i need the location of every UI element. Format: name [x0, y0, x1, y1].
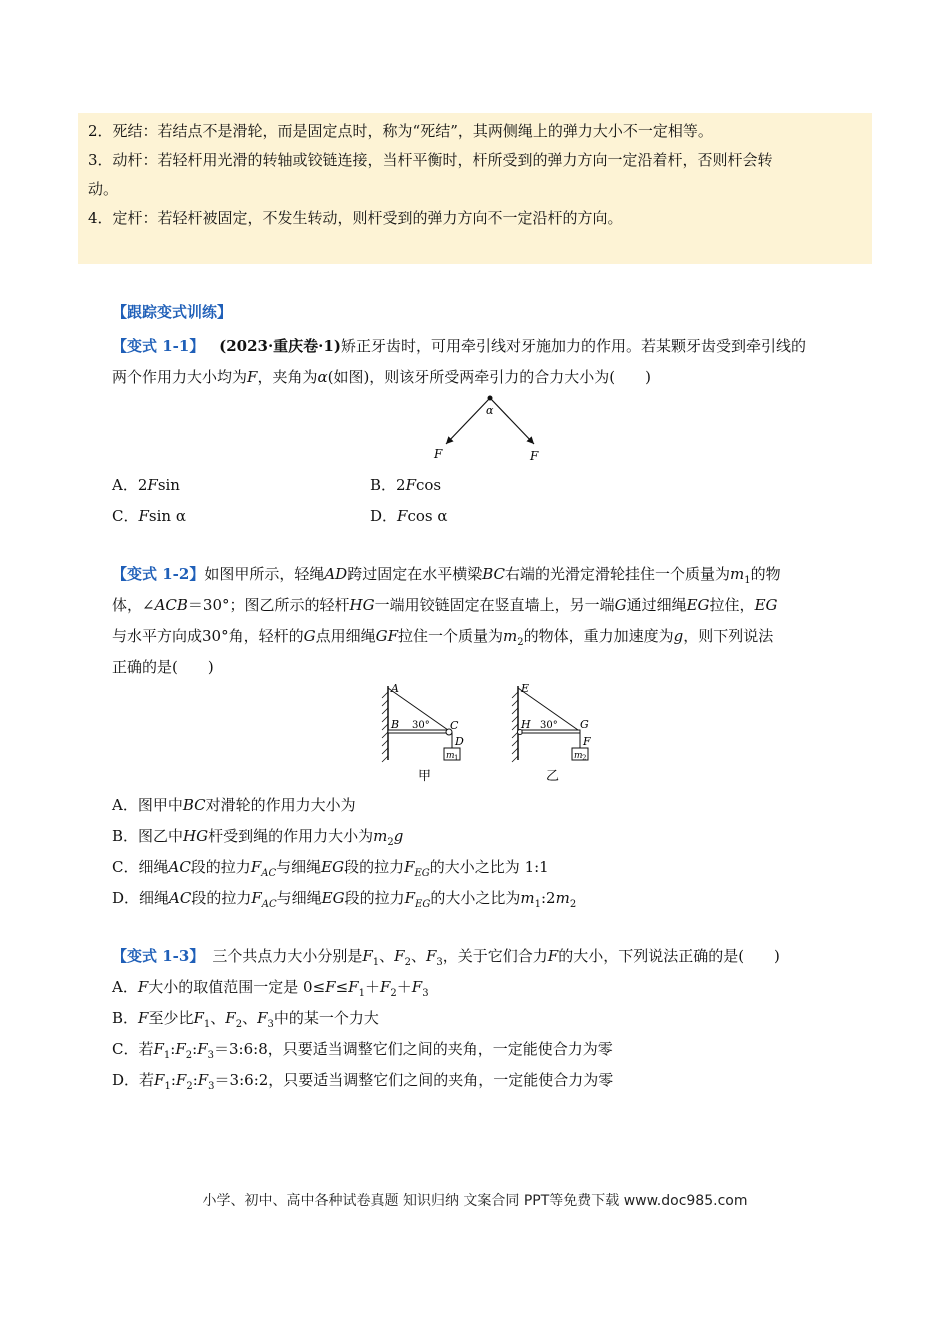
q2-option-d: D．细绳AC段的拉力$F_{AC}$与细绳EG段的拉力$F_{EG}$的大小之比为$m_1:2m_2$ [112, 889, 577, 910]
q3-option-c: C．若$F_1:F_2:F_3=3:6:8$，只要适当调整它们之间的夹角，一定能使合力为零 [112, 1040, 613, 1061]
q1-option-a: A．2Fsin [112, 476, 180, 494]
svg-text:m: m [446, 751, 455, 761]
q1-text: 两个作用力大小均为 [112, 368, 248, 386]
note-dead-knot: 2．死结：若结点不是滑轮，而是固定点时，称为“死结”，其两侧绳上的弹力大小不一定相等。 [88, 122, 713, 140]
section-title: 【跟踪变式训练】 [112, 303, 233, 321]
q2-line4: 正确的是( ) [112, 658, 214, 676]
q1-option-b: B．2Fcos [370, 476, 442, 494]
q1-tag: 【变式 1-1】 [112, 337, 205, 355]
q1-line1 [112, 335, 806, 356]
svg-text:甲: 甲 [418, 769, 432, 782]
svg-text:E: E [521, 682, 530, 695]
q2-tag: 【变式 1-2】 [112, 565, 205, 583]
q1-force-diagram [410, 392, 570, 467]
left-force-arrow [446, 398, 490, 444]
svg-text:G: G [580, 718, 589, 731]
q1-text: ，夹角为 [257, 368, 318, 386]
svg-text:F: F [583, 735, 591, 748]
q1-option-d: D．Fcos α [370, 507, 448, 525]
note-moving-rod: 3．动杆：若轻杆用光滑的转轴或铰链连接，当杆平衡时，杆所受到的弹力方向一定沿着杆，否则杆会转 [88, 151, 773, 169]
svg-text:m: m [574, 751, 583, 761]
svg-text:30°: 30° [412, 720, 430, 731]
left-F-label: F [434, 447, 443, 461]
right-F-label: F [530, 449, 539, 463]
svg-text:乙: 乙 [546, 769, 560, 782]
q1-var-F: F [247, 368, 258, 386]
alpha-label: α [486, 404, 494, 417]
q2-option-b: B．图乙中HG杆受到绳的作用力大小为$m_2g$ [112, 827, 404, 848]
page-footer: 小学、初中、高中各种试卷真题 知识归纳 文案合同 PPT等免费下载 www.doc985.com [202, 1193, 748, 1209]
note-moving-rod-cont: 动。 [88, 180, 119, 198]
notes-box [78, 113, 872, 264]
right-force-arrow [490, 398, 534, 444]
q3-stem: 【变式 1-3】 三个共点力大小分别是$F_1$、$F_2$、$F_3$，关于它们合力F的大小，下列说法正确的是( ) [112, 947, 780, 968]
q3-option-d: D．若$F_1:F_2:F_3=3:6:2$，只要适当调整它们之间的夹角，一定能使合力为零 [112, 1071, 614, 1092]
q3-option-b: B．F至少比$F_1$、$F_2$、$F_3$中的某一个力大 [112, 1009, 379, 1030]
svg-text:H: H [521, 718, 531, 731]
note-fixed-rod: 4．定杆：若轻杆被固定，不发生转动，则杆受到的弹力方向不一定沿杆的方向。 [88, 209, 623, 227]
q2-option-c: C．细绳AC段的拉力$F_{AC}$与细绳EG段的拉力$F_{EG}$的大小之比为 1:1 [112, 858, 549, 879]
q3-option-a: A．F大小的取值范围一定是 $0\le F\le F_1+F_2+F_3$ [112, 978, 429, 999]
q2-option-a: A．图甲中BC对滑轮的作用力大小为 [112, 796, 356, 814]
q1-line2 [112, 366, 651, 387]
q2-figure-right [508, 682, 608, 782]
q2-figure-left [378, 682, 478, 782]
q2-line2: 体，∠ACB＝30°；图乙所示的轻杆HG一端用铰链固定在竖直墙上，另一端G通过细绳EG拉住，EG [112, 596, 778, 614]
svg-text:D: D [455, 735, 464, 748]
q2-line1: 【变式 1-2】如图甲所示，轻绳AD跨过固定在水平横梁BC右端的光滑定滑轮挂住一个质量为$m_1$的物 [112, 565, 781, 586]
q1-text: (如图)，则该牙所受两牵引力的合力大小为( ) [327, 368, 652, 386]
svg-text:A: A [391, 682, 399, 695]
q1-stem-1: 矫正牙齿时，可用牵引线对牙施加力的作用。若某颗牙齿受到牵引线的 [340, 337, 806, 355]
svg-text:B: B [391, 718, 400, 731]
q2-line3: 与水平方向成30°角，轻杆的G点用细绳GF拉住一个质量为$m_2$的物体，重力加速度为g，则下列说法 [112, 627, 774, 648]
svg-text:30°: 30° [540, 720, 558, 731]
q1-var-alpha: α [317, 368, 328, 386]
q3-tag: 【变式 1-3】 [112, 947, 205, 965]
svg-text:2: 2 [582, 754, 587, 762]
q1-option-c: C．Fsin α [112, 507, 186, 525]
svg-text:1: 1 [454, 754, 459, 762]
svg-text:C: C [450, 719, 459, 732]
q1-source: (2023·重庆卷·1) [219, 337, 341, 355]
